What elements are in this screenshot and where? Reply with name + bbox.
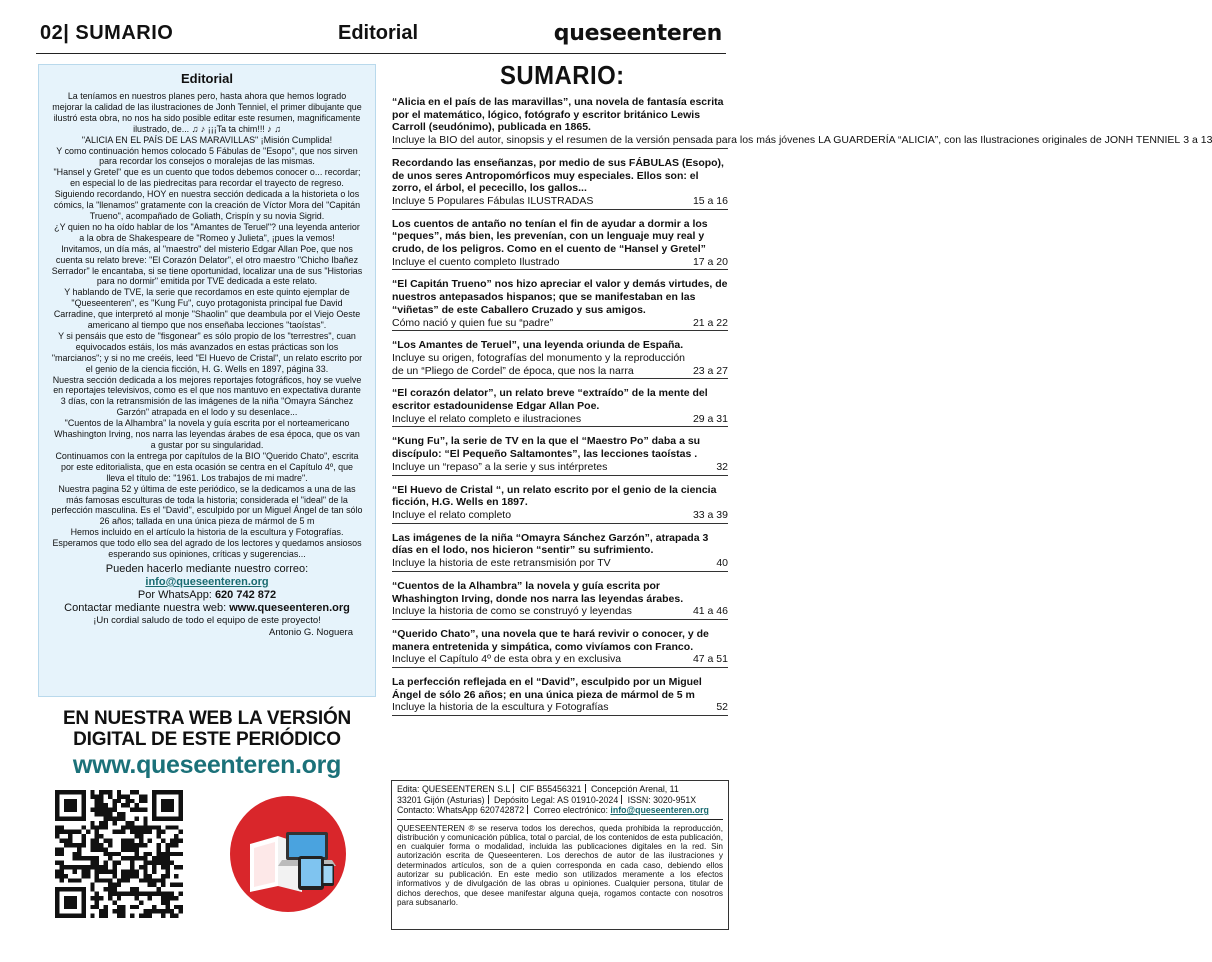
contact-whatsapp-label: Por WhatsApp: — [137, 588, 215, 601]
editorial-title: Editorial — [180, 71, 233, 86]
publisher-city: 33201 Gijón (Asturias) — [397, 794, 485, 805]
sumario-item-pages: 52 — [716, 701, 728, 714]
sumario-item-heading: Recordando las enseñanzas, por medio de sus FÁBULAS (Esopo), de unos seres Antropomórficos muy especiales. Ellos son: el zorro, el árbol, el pececillo, los gallos... — [392, 156, 724, 195]
sumario-item-desc: Incluye un “repaso” a la serie y sus intérpretes — [392, 460, 608, 473]
editorial-paragraph: Continuamos con la entrega por capítulos de la BIO "Querido Chato", escrita por este editorialista, que en esta ocasión se centra en el Capítulo 4º, que lleva el título de: "1961. Los trabajos de mi madre". — [55, 450, 359, 483]
sumario-item[interactable] — [392, 532, 728, 572]
editorial-paragraph: Esperamos que todo ello sea del agrado de los lectores y quedamos ansiosos esperando sus opiniones, críticas y sugerencias... — [52, 538, 362, 560]
ebook-devices-icon — [228, 794, 348, 914]
brand-logo: queseenteren — [553, 21, 722, 46]
web-promo-text — [38, 708, 376, 750]
section-title: 02| SUMARIO — [40, 22, 174, 44]
sumario-item-pages: 21 a 22 — [692, 316, 728, 329]
publisher-deposito: Depósito Legal: AS 01910-2024 — [493, 794, 619, 805]
sumario-item-pages: 32 — [716, 460, 728, 473]
sumario-item-desc: Incluye la historia de este retransmisión por TV — [392, 557, 611, 570]
section-subtitle: Editorial — [338, 22, 419, 44]
editorial-contact — [45, 563, 369, 615]
sumario-item-pages: 23 a 27 — [692, 364, 728, 377]
sumario-item-desc: Incluye el relato completo e ilustraciones — [392, 412, 582, 425]
sumario-item-pages: 17 a 20 — [692, 255, 728, 268]
sumario-item-heading: “El corazón delator”, un relato breve “extraído” de la mente del escritor estadounidense Edgar Allan Poe. — [392, 387, 708, 413]
copyright-notice: QUESEENTEREN ® se reserva todos los derechos, queda prohibida la reproducción, distribución y comunicación pública, total o parcial, de los contenidos de esta publicación, en cualquier forma o modalidad, incluida las publicaciones digitales en la red. Sin autorización escrita de Queseenteren. Los derechos de autor de las ilustraciones y determinados artículos, son de a quien corresponda en cada caso, debiendo ellos autorizar su publicación. En este medio son utilizados meramente a los efectos informativos y de divulgación de las obras u opiniones. Cualquier persona, titular de dichos derechos, que desee manifestar alguna queja, rogamos contacte con nosotros para subsanarlo. — [397, 823, 723, 907]
sumario-item[interactable] — [392, 580, 728, 620]
sumario-item[interactable] — [392, 96, 1212, 149]
contact-whatsapp-number: 620 742 872 — [214, 588, 277, 601]
sumario-item[interactable] — [392, 387, 728, 427]
sumario-item[interactable] — [392, 157, 728, 210]
publisher-email-label: Correo electrónico: — [533, 805, 611, 815]
sumario-item-heading: La perfección reflejada en el “David”, esculpido por un Miguel Ángel de sólo 26 años; en una única pieza de mármol de 5 m — [392, 676, 702, 701]
editorial-signature: Antonio G. Noguera — [269, 626, 353, 638]
sumario-title: SUMARIO: — [500, 60, 625, 90]
sumario-item-pages: 47 a 51 — [692, 653, 728, 666]
publisher-address: Concepción Arenal, 11 — [590, 784, 679, 794]
sumario-list — [392, 96, 1212, 724]
sumario-item-heading: Los cuentos de antaño no tenían el fin de ayudar a dormir a los “peques”, más bien, les prevenían, con un lenguaje muy real y crudo, de los peligros. Como en el cuento de “Hansel y Gretel” — [392, 217, 708, 256]
sumario-item[interactable] — [392, 676, 728, 716]
sumario-item-heading: “Cuentos de la Alhambra” la novela y guía escrita por Whashington Irving, donde nos narra las leyendas árabes. — [392, 579, 684, 605]
sumario-item-pages: 33 a 39 — [692, 508, 728, 521]
sumario-item-desc: Incluye 5 Populares Fábulas ILUSTRADAS — [392, 194, 594, 207]
editorial-paragraph: Y hablando de TVE, la serie que recordamos en este quinto ejemplar de "Queseenteren", es "Kung Fu", cuyo protagonista principal fue David Carradine, que interpretó al monje "Shaolin" que deambula por el Viejo Oeste americano al tiempo que nos enseñaba lecciones "taoístas". — [53, 287, 361, 331]
publisher-info — [397, 784, 723, 816]
sumario-item-desc: Incluye la historia de como se construyó y leyendas — [392, 605, 632, 618]
sumario-item-pages: 41 a 46 — [692, 605, 728, 618]
editorial-paragraph: "ALICIA EN EL PAÍS DE LAS MARAVILLAS" ¡Misión Cumplida! — [81, 134, 333, 145]
sumario-item[interactable] — [392, 278, 728, 331]
legal-box — [391, 780, 729, 930]
editorial-paragraph: Invitamos, un día más, al "maestro" del misterio Edgar Allan Poe, que nos cuenta su relato breve: "El Corazón Delator", el otro maestro "Chicho Ibañez Serrador" le encantaba, si se tiene oportunidad, localizar una de sus "Historias para no dormir" emitida por TVE dedicada a este relato. — [51, 243, 363, 287]
contact-web-label: Contactar mediante nuestra web: — [64, 601, 230, 614]
sumario-item[interactable] — [392, 218, 728, 271]
promo-line: DIGITAL DE ESTE PERIÓDICO — [73, 729, 341, 750]
sumario-item[interactable] — [392, 339, 728, 379]
editorial-paragraph: La teníamos en nuestros planes pero, hasta ahora que hemos logrado mejorar la calidad de las ilustraciones de Jonh Tenniel, el primer dibujante que ilustró esta obra, no nos ha sido posible editar este resumen, magnificamente ilustrado, de... ♫ ♪ ¡¡¡Ta ta chim!!! ♪ ♫ — [52, 91, 362, 134]
page-header — [36, 18, 726, 54]
qr-code-icon[interactable] — [55, 790, 183, 918]
editorial-box — [38, 64, 376, 697]
sumario-item[interactable] — [392, 628, 728, 668]
sumario-item-pages: 40 — [716, 557, 728, 570]
publisher-issn: ISSN: 3020-951X — [627, 794, 697, 805]
sumario-item-heading: “El Huevo de Cristal “, un relato escrito por el genio de la ciencia ficción, H.G. Wells en 1897. — [392, 483, 717, 509]
sumario-item-heading: “Los Amantes de Teruel”, una leyenda oriunda de España. — [392, 339, 684, 352]
sumario-item-heading: “Alicia en el país de las maravillas”, una novela de fantasía escrita por el matemático, lógico, fotógrafo y escritor británico Lewis Carroll (seudónimo), publicada en 1865. — [392, 96, 724, 134]
editorial-paragraph: Y como continuación hemos colocado 5 Fábulas de "Esopo", que nos sirven para recordar los consejos o moralejas de las mismas. — [56, 145, 358, 167]
sumario-item-heading: “Kung Fu”, la serie de TV en la que el “Maestro Po” daba a su discípulo: “El Pequeño Saltamontes”, las lecciones taoístas . — [392, 435, 701, 461]
editorial-paragraph: Siguiendo recordando, HOY en nuestra sección dedicada a la historieta o los cómics, la "llenamos" gratamente con la creación de Víctor Mora del "Capitán Trueno", acompañado de Goliath, Crispín y su novia Sigrid. — [53, 189, 361, 221]
sumario-item[interactable] — [392, 435, 728, 475]
sumario-item-pages: 29 a 31 — [692, 412, 728, 425]
sumario-item-desc: Incluye el cuento completo Ilustrado — [392, 255, 560, 268]
editorial-body — [51, 91, 362, 560]
editorial-paragraph: "Hansel y Gretel" que es un cuento que todos debemos conocer o... recordar; en especial lo de las piedrecitas para recordar el trayecto de regreso. — [53, 167, 361, 189]
contact-email-link[interactable]: info@queseenteren.org — [145, 575, 269, 588]
sumario-item-desc: Incluye el Capítulo 4º de esta obra y en exclusiva — [392, 653, 622, 666]
sumario-item-desc: Incluye su origen, fotografías del monumento y la reproducción de un “Pliego de Cordel” de época, que nos la narra — [392, 351, 686, 377]
publisher-email-link[interactable]: info@queseenteren.org — [610, 805, 709, 815]
sumario-item-desc: Incluye el relato completo — [392, 508, 512, 521]
sumario-item-pages: 15 a 16 — [692, 194, 728, 207]
editorial-greeting: ¡Un cordial saludo de todo el equipo de este proyecto! — [93, 614, 321, 626]
contact-email-label: Pueden hacerlo mediante nuestro correo: — [105, 562, 309, 575]
sumario-item-pages: 3 a 13 — [1183, 134, 1212, 147]
sumario-item-desc: Cómo nació y quien fue su “padre” — [392, 316, 554, 329]
promo-line: EN NUESTRA WEB LA VERSIÓN — [62, 708, 352, 729]
promo-url-link[interactable]: www.queseenteren.org — [72, 751, 342, 779]
sumario-item-heading: “El Capitán Trueno” nos hizo apreciar el valor y demás virtudes, de nuestros antepasados hispanos; que se manifestaban en las “viñetas” de este Caballero Cruzado y sus amigos. — [392, 278, 728, 316]
editorial-paragraph: Y si pensáis que esto de "fisgonear" es sólo propio de los "terrestres", cuan equivocados estáis, los más avanzados en estas prácticas son los "marcianos"; y si no me creéis, leed "El Huevo de Cristal", un relato escrito por el genio de la ciencia ficción, H. G. Wells en 1897, página 33. — [51, 330, 363, 374]
sumario-item-desc: Incluye la BIO del autor, sinopsis y el resumen de la versión pensada para los más jóvenes LA GUARDERÍA “ALICIA”, con las Ilustraciones originales de JONH TENNIEL — [392, 134, 1181, 147]
editorial-paragraph: "Cuentos de la Alhambra" la novela y guía escrita por el norteamericano Whashington Irving, nos narra las leyendas árabes de esa época, que os van a gustar por su singularidad. — [54, 418, 360, 450]
sumario-item[interactable] — [392, 484, 728, 524]
sumario-item-desc: Incluye la historia de la escultura y Fotografías — [392, 701, 609, 714]
sumario-item-heading: “Querido Chato”, una novela que te hará revivir o conocer, y de manera entretenida y simpática, como vivíamos con Franco. — [392, 627, 709, 653]
editorial-paragraph: Nuestra pagina 52 y última de este periódico, se la dedicamos a una de las más famosas esculturas de toda la historia; considerada el "ideal" de la perfección masculina. Es el "David", esculpido por un Miguel Ángel de tan sólo 26 años; tallada en una única pieza de mármol de 5 m — [51, 483, 363, 527]
editorial-paragraph: Nuestra sección dedicada a los mejores reportajes fotográficos, hoy se vuelve en reportajes televisivos, como es el que nos mantuvo en expectativa durante 3 días, con la retransmisión de las imágenes de la niña "Omayra Sánchez Garzón" atrapada en el lodo y su desenlace... — [52, 374, 362, 418]
publisher-cif: CIF B55456321 — [519, 784, 582, 794]
publisher-contact: Contacto: WhatsApp 620742872 — [397, 805, 525, 815]
contact-web-link[interactable]: www.queseenteren.org — [229, 601, 350, 614]
editorial-paragraph: ¿Y quien no ha oído hablar de los "Amantes de Teruel"? una leyenda anterior a la obra de Shakespeare de "Romeo y Julieta", ¡pues la vemos! — [54, 221, 360, 243]
sumario-item-heading: Las imágenes de la niña “Omayra Sánchez Garzón”, atrapada 3 días en el lodo, nos hicieron “sentir” su sufrimiento. — [392, 531, 709, 557]
editorial-paragraph: Hemos incluido en el artículo la historia de la escultura y Fotografías. — [70, 527, 344, 538]
publisher-name: Edita: QUESEENTEREN S.L — [397, 784, 511, 794]
